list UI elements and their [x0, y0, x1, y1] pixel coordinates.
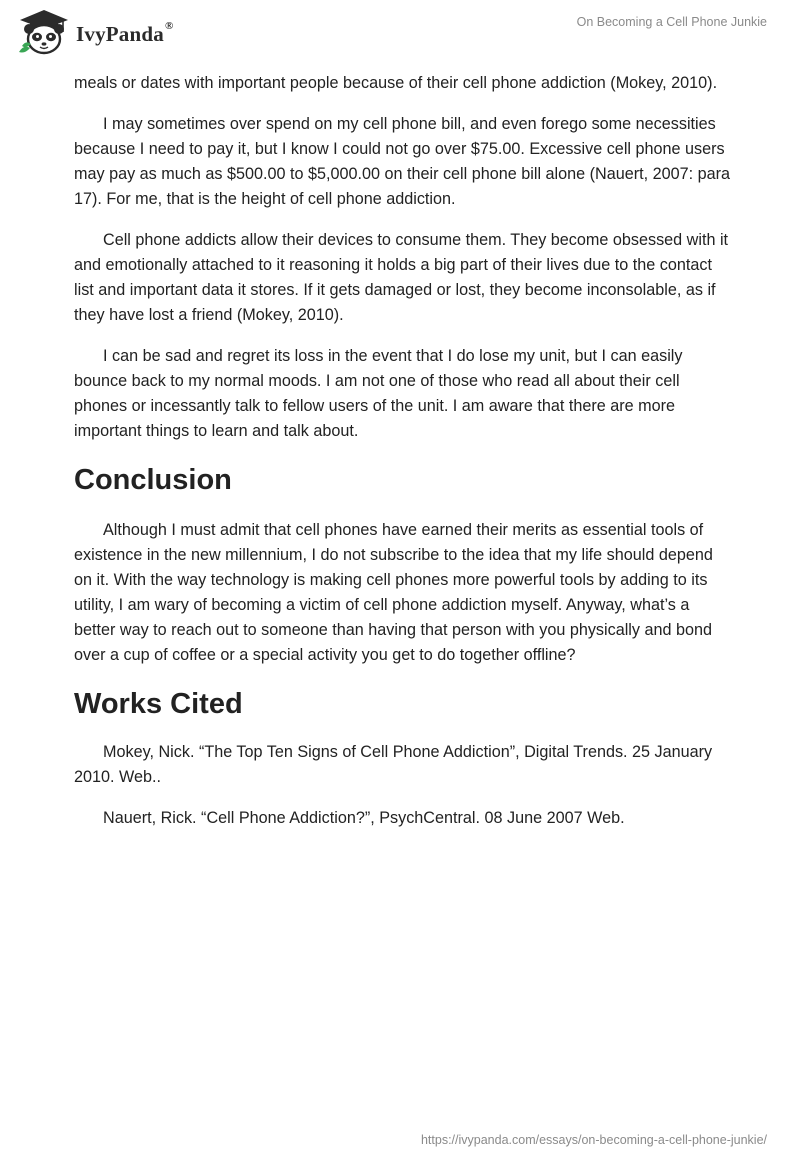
conclusion-paragraph: Although I must admit that cell phones have earned their merits as essential tools of existence in the new millennium, I do not subscribe to the idea that my life should depend on it. With the way technology is making cell phones more powerful tools by adding to its utility, I am wary of becoming a victim of cell phone addiction myself. Anyway, what’s a better way to reach out to someone than having that person with you physically and bond over a cup of coffee or a special activity you get to do together offline? [74, 521, 713, 664]
ivypanda-logo[interactable] [16, 8, 173, 58]
conclusion-heading: Conclusion [74, 464, 232, 496]
source-url[interactable]: https://ivypanda.com/essays/on-becoming-a-cell-phone-junkie/ [420, 1133, 767, 1147]
page-header [0, 0, 800, 64]
paragraph-continued: meals or dates with important people because of their cell phone addiction (Mokey, 2010). [74, 74, 718, 92]
paragraph: Cell phone addicts allow their devices to consume them. They become obsessed with it and emotionally attached to it reasoning it holds a big part of their lives due to the contact list and important data it stores. If it gets damaged or lost, they become inconsolable, as if they have lost a friend (Mokey, 2010). [74, 231, 729, 324]
reference-item: Mokey, Nick. “The Top Ten Signs of Cell Phone Addiction”, Digital Trends. 25 January 2010. Web.. [74, 743, 713, 786]
paragraph: I can be sad and regret its loss in the event that I do lose my unit, but I can easily bounce back to my normal moods. I am not one of those who read all about their cell phones or incessantly talk to fellow users of the unit. I am aware that there are more important things to learn and talk about. [74, 347, 683, 440]
document-title: On Becoming a Cell Phone Junkie [576, 15, 767, 29]
registered-mark: ® [164, 19, 174, 32]
brand-name-text: IvyPanda [76, 21, 164, 46]
panda-graduate-icon [16, 8, 72, 58]
essay-content [74, 71, 734, 847]
brand-name [76, 19, 174, 47]
works-cited-heading: Works Cited [74, 688, 243, 720]
paragraph: I may sometimes over spend on my cell phone bill, and even forego some necessities because I need to pay it, but I know I could not go over $75.00. Excessive cell phone users may pay as much as $500.00 to $5,000.00 on their cell phone bill alone (Nauert, 2007: para 17). For me, that is the height of cell phone addiction. [74, 115, 731, 208]
reference-item: Nauert, Rick. “Cell Phone Addiction?”, PsychCentral. 08 June 2007 Web. [103, 809, 625, 827]
